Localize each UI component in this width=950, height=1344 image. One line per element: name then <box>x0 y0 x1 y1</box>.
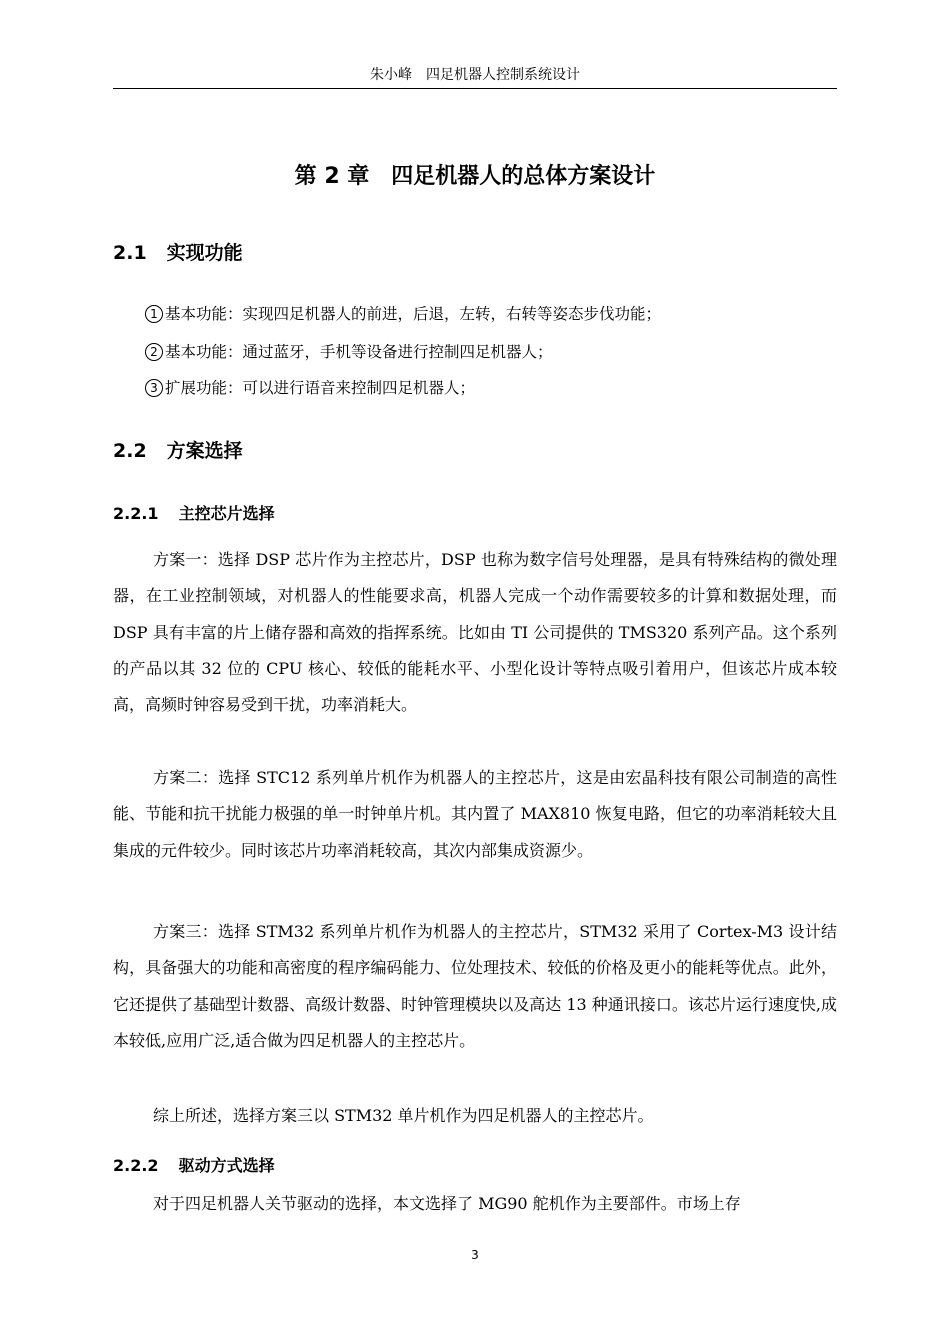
paragraph-option-3: 方案三：选择 STM32 系列单片机作为机器人的主控芯片，STM32 采用了 Cortex-M3 设计结构，具备强大的功能和高密度的程序编码能力、位处理技术、较低的价格及更小的能耗等优点。此外，它还提供了基础型计数器、高级计数器、时钟管理模块以及高达 13 种通讯接口。该芯片运行速度快,成本较低,应用广泛,适合做为四足机器人的主控芯片。 <box>113 922 837 1050</box>
subsection-heading-2-2-1 <box>113 502 275 526</box>
circled-number-3: 3 <box>145 379 163 397</box>
section-heading-2-2 <box>113 438 243 464</box>
subsection-number: 2.2.2 <box>113 1156 159 1175</box>
section-number: 2.1 <box>113 242 147 264</box>
section-number: 2.2 <box>113 440 147 462</box>
paragraph-drive-selection: 对于四足机器人关节驱动的选择，本文选择了 MG90 舵机作为主要部件。市场上存 <box>153 1194 741 1213</box>
paragraph-option-2: 方案二：选择 STC12 系列单片机作为机器人的主控芯片，这是由宏晶科技有限公司制造的高性能、节能和抗干扰能力极强的单一时钟单片机。其内置了 MAX810 恢复电路，但它的功率消耗较大且集成的元件较少。同时该芯片功率消耗较高，其次内部集成资源少。 <box>113 768 837 860</box>
page-number: 3 <box>471 1248 479 1262</box>
function-item-text: 基本功能：实现四足机器人的前进，后退，左转，右转等姿态步伐功能； <box>165 305 662 323</box>
function-item-3 <box>145 376 475 400</box>
section-title: 方案选择 <box>166 440 243 462</box>
paragraph-conclusion: 综上所述，选择方案三以 STM32 单片机作为四足机器人的主控芯片。 <box>153 1106 654 1125</box>
subsection-number: 2.2.1 <box>113 504 159 523</box>
function-item-1 <box>145 302 661 326</box>
function-item-text: 扩展功能：可以进行语音来控制四足机器人； <box>165 379 476 397</box>
function-item-text: 基本功能：通过蓝牙，手机等设备进行控制四足机器人； <box>165 343 553 361</box>
subsection-heading-2-2-2 <box>113 1154 275 1178</box>
chapter-title: 第 2 章 四足机器人的总体方案设计 <box>294 164 656 189</box>
paragraph-option-1: 方案一：选择 DSP 芯片作为主控芯片，DSP 也称为数字信号处理器，是具有特殊结构的微处理器，在工业控制领域，对机器人的性能要求高，机器人完成一个动作需要较多的计算和数据处理，而 DSP 具有丰富的片上储存器和高效的指挥系统。比如由 TI 公司提供的 TMS320 系列产品。这个系列的产品以其 32 位的 CPU 核心、较低的能耗水平、小型化设计等特点吸引着用户，但该芯片成本较高，高频时钟容易受到干扰，功率消耗大。 <box>113 550 837 715</box>
circled-number-1: 1 <box>145 305 163 323</box>
subsection-title: 驱动方式选择 <box>178 1156 275 1175</box>
running-header-title: 朱小峰 四足机器人控制系统设计 <box>370 67 580 83</box>
section-title: 实现功能 <box>166 242 243 264</box>
subsection-title: 主控芯片选择 <box>178 504 275 523</box>
circled-number-2: 2 <box>145 343 163 361</box>
section-heading-2-1 <box>113 240 243 266</box>
running-header <box>113 66 837 89</box>
function-item-2 <box>145 340 553 364</box>
